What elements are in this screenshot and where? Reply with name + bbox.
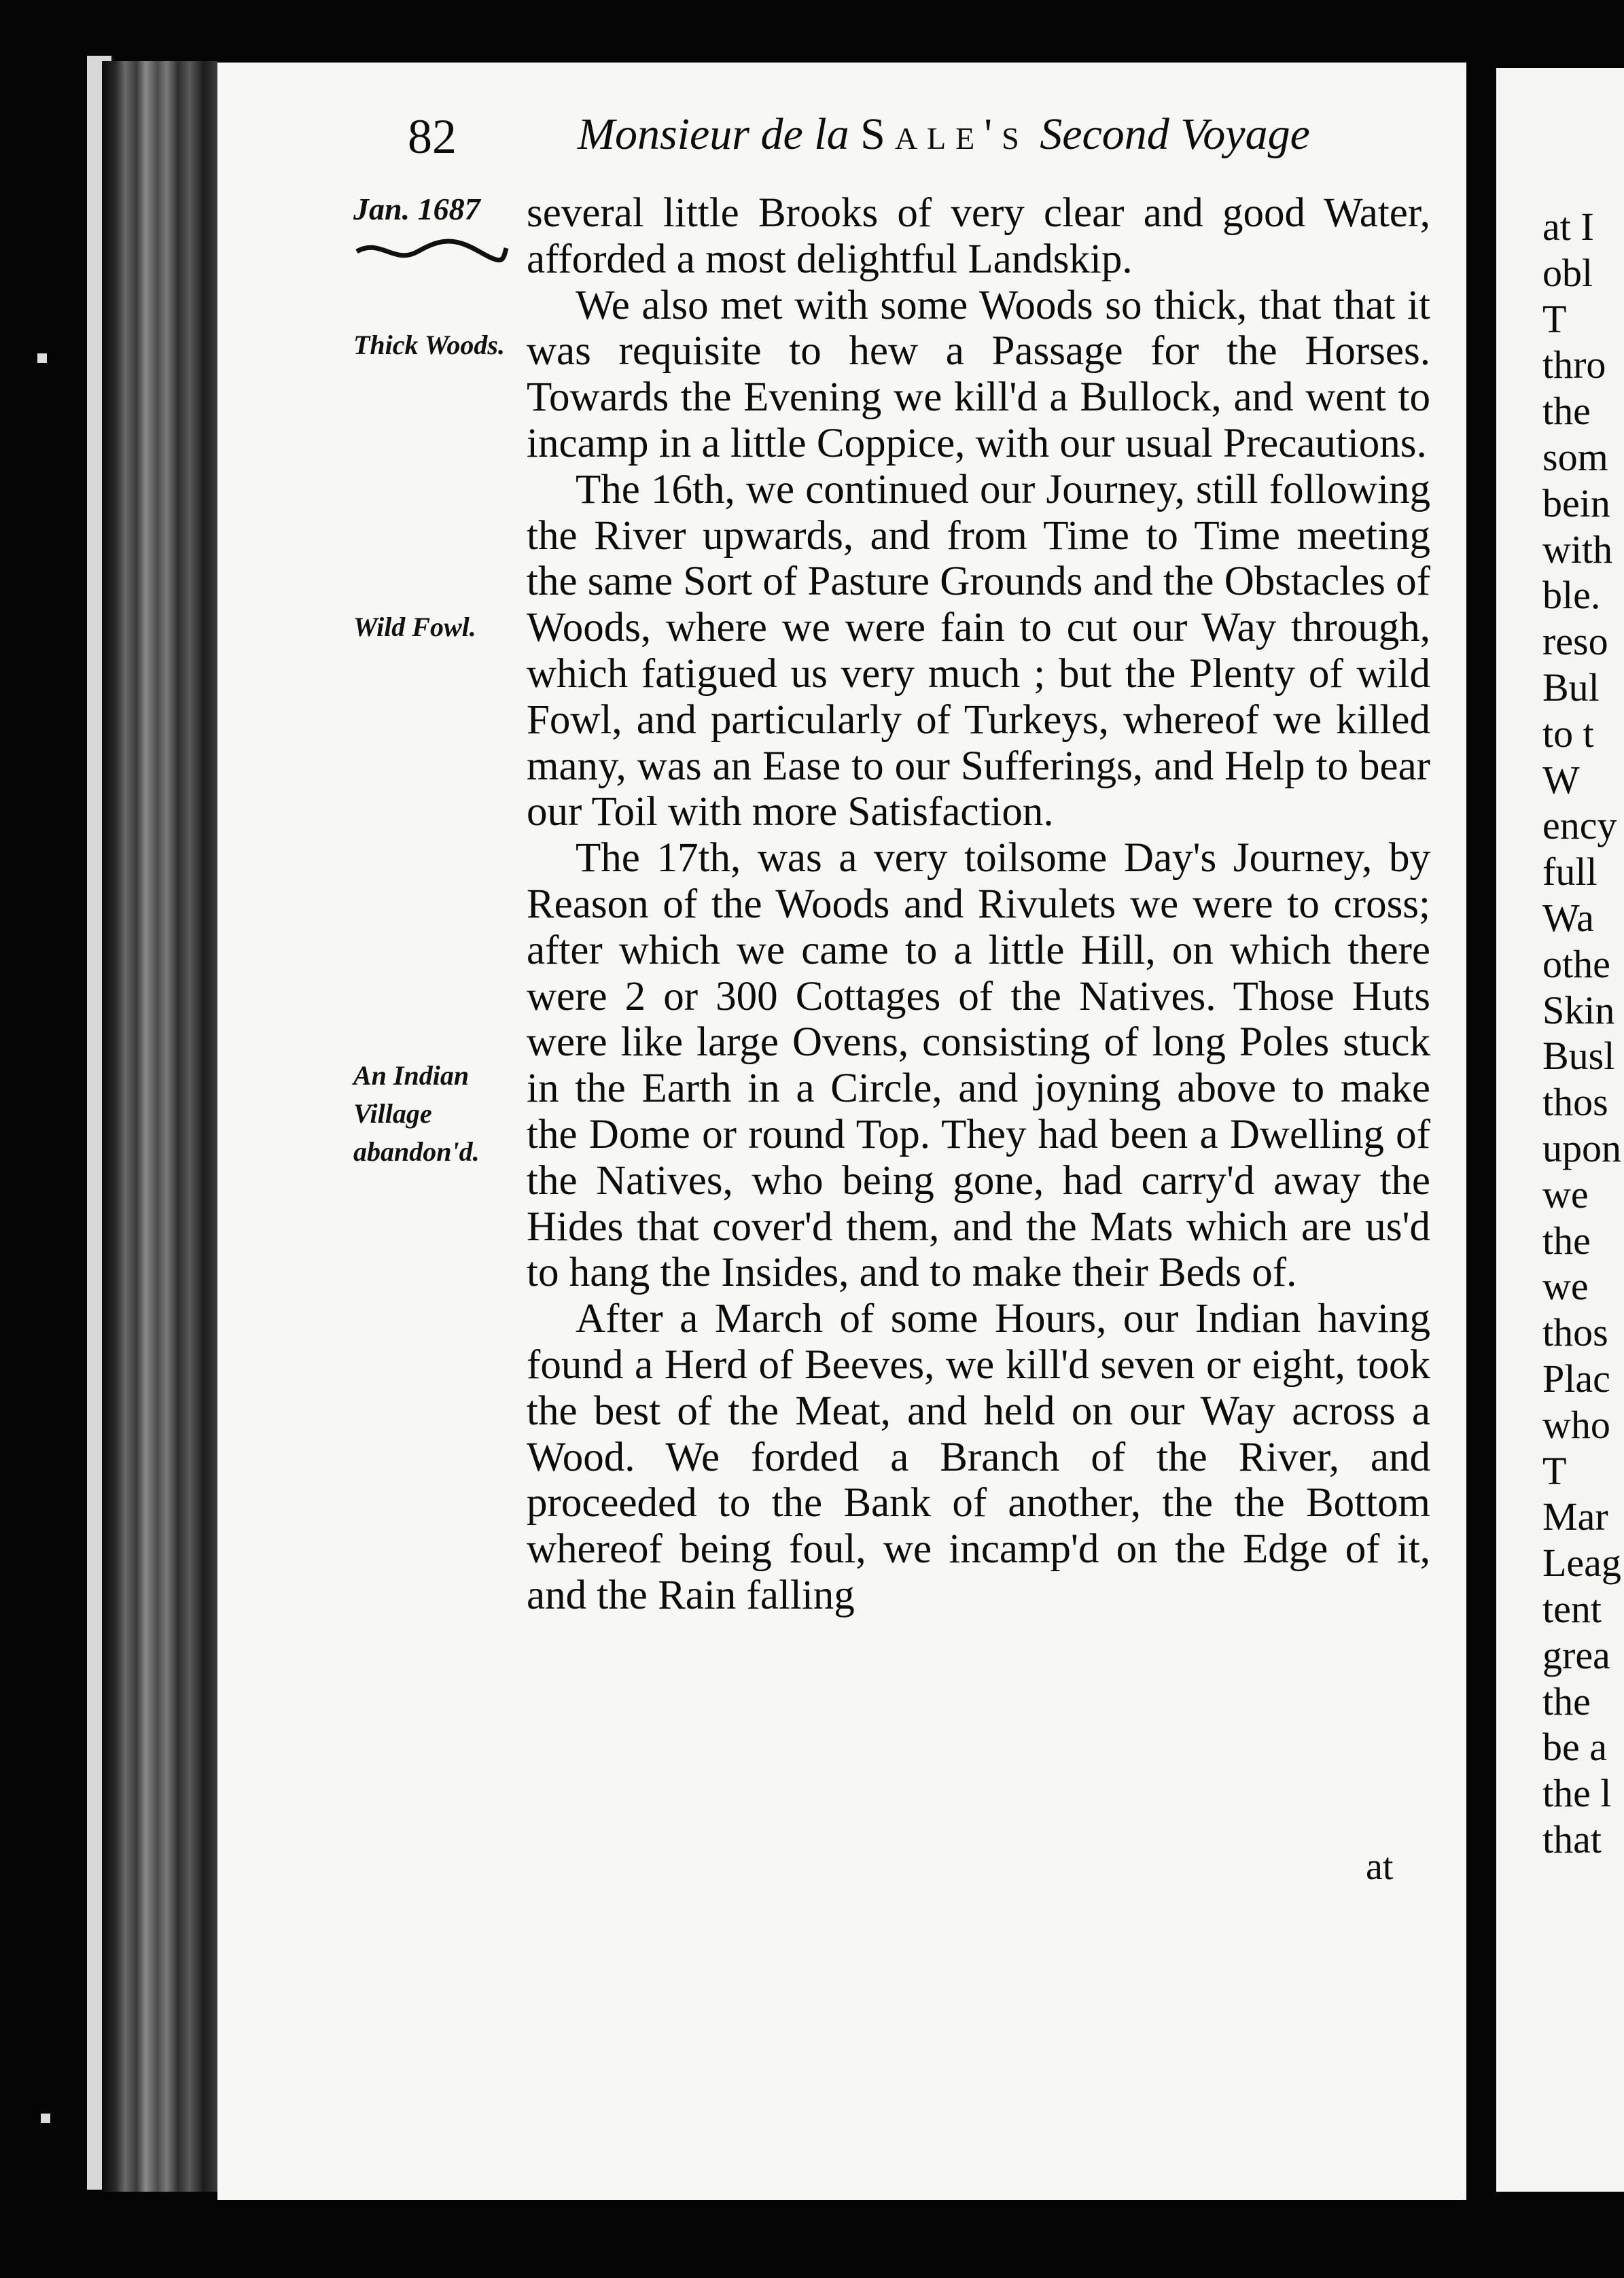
facing-page-line: thro [1542, 343, 1606, 387]
margin-note-wild-fowl: Wild Fowl. [353, 612, 476, 642]
facing-page-line: W [1542, 757, 1580, 802]
facing-page-line: bein [1542, 480, 1610, 525]
facing-page-line: T [1542, 1448, 1567, 1493]
facing-page-line: that [1542, 1817, 1602, 1861]
facing-page-line: upon [1542, 1125, 1621, 1170]
facing-page-line: who [1542, 1402, 1610, 1447]
facing-page-line: the [1542, 1218, 1591, 1263]
running-title-part: Monsieur de la [578, 109, 849, 159]
paragraph: several little Brooks of very clear and good Water, afforded a most delightful Landskip. [527, 190, 1430, 282]
paragraph: The 17th, was a very toilsome Day's Journey, by Reason of the Woods and Rivulets we were to cross; after which we came to a little Hill, on which there were 2 or 300 Cottages of the Natives. Those Huts were like large Ovens, consisting of long Poles stuck in the Earth in a Circle, and joyning above to make the Dome or round Top. They had been a Dwelling of the Natives, who being gone, had carry'd away the Hides that cover'd them, and the Mats which are us'd to hang the Insides, and to make their Beds of. [527, 835, 1430, 1296]
catchword: at [1366, 1846, 1394, 1888]
facing-page-line: we [1542, 1172, 1589, 1216]
facing-page-line: Plac [1542, 1356, 1610, 1401]
scan-speck [41, 2114, 50, 2123]
running-title-name: Sale's [860, 109, 1029, 159]
book-spine [102, 61, 217, 2192]
facing-page-line: to t [1542, 711, 1594, 756]
facing-page-line: full [1542, 849, 1597, 894]
margin-note-thick-woods: Thick Woods. [353, 330, 505, 360]
facing-page-line: ency [1542, 803, 1617, 848]
facing-page-line: Busl [1542, 1034, 1615, 1079]
running-title [578, 109, 1310, 160]
facing-page-line: Leag [1542, 1541, 1621, 1585]
facing-page-line: ble. [1542, 573, 1601, 618]
facing-page-line: grea [1542, 1632, 1610, 1677]
page-number: 82 [408, 109, 457, 164]
facing-page-line: the [1542, 1679, 1591, 1723]
facing-page-line: thos [1542, 1080, 1608, 1125]
paragraph: We also met with some Woods so thick, that that it was requisite to hew a Passage for the Horses. Towards the Evening we kill'd a Bullock, and went to incamp in a little Coppice, with our usual Precautions. [527, 282, 1430, 466]
facing-page-line: Skin [1542, 987, 1615, 1032]
facing-page-line: othe [1542, 941, 1610, 986]
running-title-part: Second Voyage [1040, 109, 1310, 159]
facing-page-line: thos [1542, 1310, 1608, 1355]
scan-speck [37, 353, 47, 363]
facing-page-line: we [1542, 1264, 1589, 1309]
facing-page-line: the l [1542, 1771, 1612, 1816]
facing-page-line: Bul [1542, 665, 1600, 709]
squiggle-ornament [353, 234, 510, 268]
facing-page-line: be a [1542, 1725, 1607, 1770]
facing-page-line: at I [1542, 205, 1594, 249]
body-text [527, 190, 1430, 1619]
facing-page-line: with [1542, 527, 1613, 572]
facing-page-line: T [1542, 296, 1567, 341]
paragraph: After a March of some Hours, our Indian having found a Herd of Beeves, we kill'd seven or eight, took the best of the Meat, and held on our Way across a Wood. We forded a Branch of the River, and proceeded to the Bank of another, the the Bottom whereof being foul, we incamp'd on the Edge of it, and the Rain falling [527, 1296, 1430, 1618]
margin-note-indian-village: An Indian Village abandon'd. [353, 1060, 480, 1167]
paragraph: The 16th, we continued our Journey, still following the River upwards, and from Time to Time meeting the same Sort of Pasture Grounds and the Obstacles of Woods, where we were fain to cut our Way through, which fatigued us very much ; but the Plenty of wild Fowl, and particularly of Turkeys, whereof we killed many, was an Ease to our Sufferings, and Help to bear our Toil with more Satisfaction. [527, 466, 1430, 835]
facing-page-line: tent [1542, 1586, 1602, 1631]
facing-page-text [1542, 204, 1624, 1863]
date-note: Jan. 1687 [353, 192, 480, 226]
facing-page-line: the [1542, 389, 1591, 434]
facing-page-line: som [1542, 434, 1608, 479]
facing-page-line: obl [1542, 250, 1593, 295]
facing-page-line: Wa [1542, 895, 1594, 940]
facing-page-line: Mar [1542, 1494, 1608, 1539]
facing-page-line: reso [1542, 619, 1608, 664]
running-header [408, 109, 1373, 183]
